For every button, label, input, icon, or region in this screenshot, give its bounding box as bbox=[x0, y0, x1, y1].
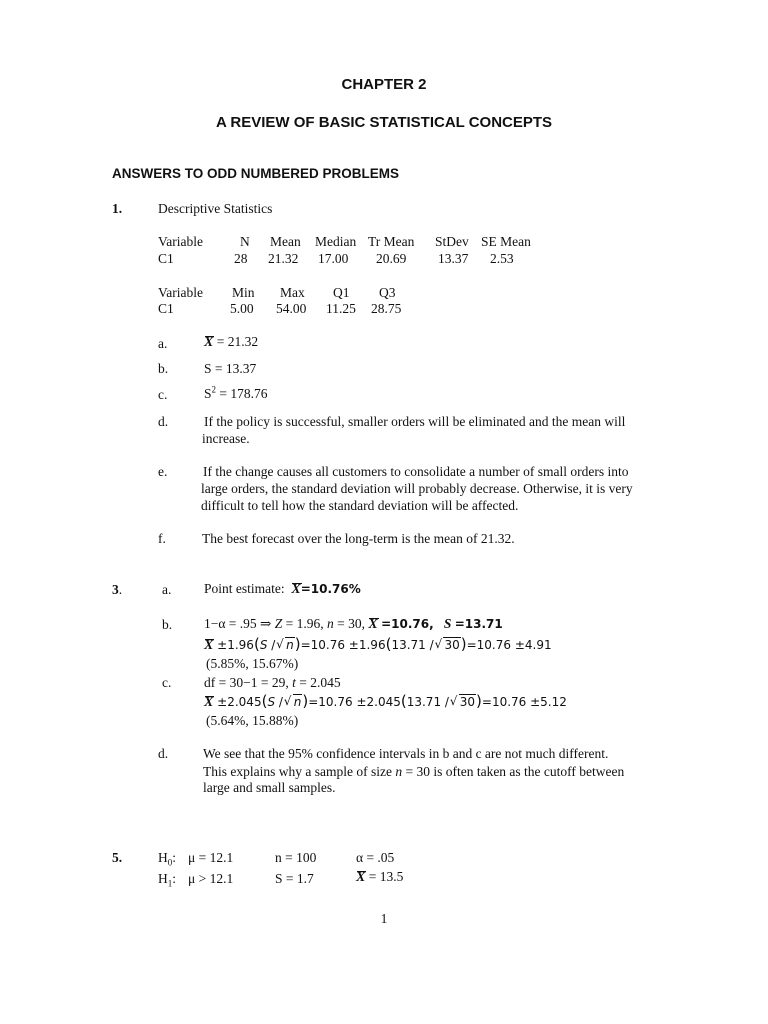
x-bar-symbol: X bbox=[204, 638, 214, 653]
problem-5-number: 5. bbox=[112, 850, 123, 865]
answer-3b-formula: X ±1.96(S / √ n)=10.76 ±1.96(13.71 / √ 30)=10.76 ±4.91 bbox=[204, 637, 552, 653]
table-header: Variable bbox=[158, 234, 203, 249]
table-header: Max bbox=[280, 285, 305, 300]
item-label: d. bbox=[158, 746, 169, 761]
table-cell: 54.00 bbox=[276, 301, 307, 316]
answer-3b-interval: (5.85%, 15.67%) bbox=[206, 656, 299, 671]
problem-3-number: 3. bbox=[112, 582, 123, 597]
problem-1-number: 1. bbox=[112, 201, 123, 216]
table-cell: 11.25 bbox=[326, 301, 356, 316]
item-label: e. bbox=[158, 464, 168, 479]
table-header: Min bbox=[232, 285, 255, 300]
chapter-title: CHAPTER 2 bbox=[341, 76, 427, 93]
answer-1c: $S^2 = 178.76$ bbox=[204, 384, 268, 401]
answer-3d-line: This explains why a sample of size n = 30 is often taken as the cutoff between bbox=[203, 764, 625, 779]
answer-1d-line: increase. bbox=[202, 431, 250, 446]
table-header: Median bbox=[315, 234, 357, 249]
table-cell: C1 bbox=[158, 251, 174, 266]
table-cell: 5.00 bbox=[230, 301, 254, 316]
section-heading: ANSWERS TO ODD NUMBERED PROBLEMS bbox=[112, 166, 400, 181]
table-cell: 20.69 bbox=[376, 251, 407, 266]
answer-1f: The best forecast over the long-term is the mean of 21.32. bbox=[202, 531, 515, 546]
table-cell: C1 bbox=[158, 301, 174, 316]
item-label: b. bbox=[162, 617, 173, 632]
x-bar-symbol: X bbox=[204, 695, 214, 710]
x-bar-symbol: X bbox=[368, 617, 378, 632]
table-header: Tr Mean bbox=[368, 234, 415, 249]
table-header: N bbox=[240, 234, 250, 249]
answer-3c-line1: df = 30−1 = 29, t = 2.045 bbox=[204, 675, 341, 690]
table-cell: 17.00 bbox=[318, 251, 349, 266]
x-bar-symbol: X bbox=[204, 335, 214, 350]
alt-hypothesis-mu: μ > 12.1 bbox=[188, 871, 234, 886]
problem-1-title: Descriptive Statistics bbox=[158, 201, 273, 216]
item-label: d. bbox=[158, 414, 169, 429]
answer-3c-formula: X ±2.045(S / √ n)=10.76 ±2.045(13.71 / √ 30)=10.76 ±5.12 bbox=[204, 694, 567, 710]
x-bar-symbol: X bbox=[291, 582, 301, 597]
answer-1d-line: If the policy is successful, smaller orders will be eliminated and the mean will bbox=[204, 414, 626, 429]
table-cell: 13.37 bbox=[438, 251, 469, 266]
sample-size: n = 100 bbox=[275, 850, 317, 865]
alt-hypothesis-label: $H_1$: bbox=[158, 871, 177, 889]
item-label: b. bbox=[158, 361, 169, 376]
answer-1b: S = 13.37 bbox=[204, 361, 257, 376]
answer-1e-line: difficult to tell how the standard deviation will be affected. bbox=[201, 498, 519, 513]
sample-mean: X = 13.5 bbox=[356, 869, 404, 885]
x-bar-symbol: X bbox=[356, 870, 366, 885]
item-label: f. bbox=[158, 531, 166, 546]
table-cell: 28 bbox=[234, 251, 248, 266]
table-cell: 28.75 bbox=[371, 301, 402, 316]
table-cell: 21.32 bbox=[268, 251, 299, 266]
answer-3b-line1: 1−α = .95 ⇒ Z = 1.96, n = 30, X =10.76, S =13.71 bbox=[204, 616, 503, 632]
answer-1e-line: large orders, the standard deviation will probably decrease. Otherwise, it is very bbox=[201, 481, 633, 496]
page-number: 1 bbox=[380, 911, 388, 926]
alpha-level: α = .05 bbox=[356, 850, 395, 865]
answer-1e-line: If the change causes all customers to consolidate a number of small orders into bbox=[203, 464, 629, 479]
table-cell: 2.53 bbox=[490, 251, 514, 266]
table-header: Mean bbox=[270, 234, 301, 249]
table-header: Q3 bbox=[379, 285, 396, 300]
item-label: a. bbox=[162, 582, 172, 597]
table-header: Variable bbox=[158, 285, 203, 300]
item-label: c. bbox=[158, 387, 168, 402]
sample-std-dev: S = 1.7 bbox=[275, 871, 314, 886]
answer-3d-line: large and small samples. bbox=[203, 780, 336, 795]
answer-3d-line: We see that the 95% confidence intervals in b and c are not much different. bbox=[203, 746, 609, 761]
table-header: SE Mean bbox=[481, 234, 531, 249]
table-header: Q1 bbox=[333, 285, 350, 300]
answer-3c-interval: (5.64%, 15.88%) bbox=[206, 713, 299, 728]
item-label: c. bbox=[162, 675, 172, 690]
item-label: a. bbox=[158, 336, 168, 351]
answer-3a: Point estimate: X=10.76% bbox=[204, 581, 361, 597]
null-hypothesis-label: $H_0$: bbox=[158, 850, 177, 868]
chapter-subtitle: A REVIEW OF BASIC STATISTICAL CONCEPTS bbox=[215, 114, 553, 131]
answer-1a: X = 21.32 bbox=[204, 334, 259, 350]
table-header: StDev bbox=[435, 234, 469, 249]
null-hypothesis-mu: μ = 12.1 bbox=[188, 850, 234, 865]
